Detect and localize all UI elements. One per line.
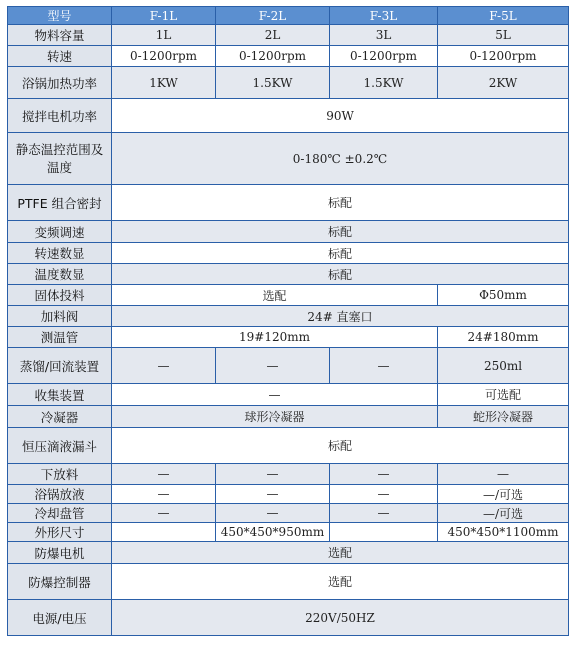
row-condenser [8, 406, 569, 428]
cell-f2l: 2L [216, 25, 330, 46]
cell-f5l: Φ50mm [438, 285, 569, 306]
row-bath-drain [8, 485, 569, 504]
cell-f2l: 450*450*950mm [216, 523, 330, 542]
row-label: 冷却盘管 [8, 504, 112, 523]
row-label: 物料容量 [8, 25, 112, 46]
cell-f3l [330, 523, 438, 542]
cell-f2l: — [216, 485, 330, 504]
row-speed-display [8, 243, 569, 264]
cell-f5l: 可选配 [438, 384, 569, 406]
row-collector [8, 384, 569, 406]
cell-f5l: 250ml [438, 348, 569, 384]
row-label: 温度数显 [8, 264, 112, 285]
cell-all: 220V/50HZ [112, 600, 569, 636]
row-temp-display [8, 264, 569, 285]
row-label: 防爆控制器 [8, 564, 112, 600]
cell-f1l-f3l: — [112, 384, 438, 406]
row-label: 电源/电压 [8, 600, 112, 636]
row-label: PTFE 组合密封 [8, 185, 112, 221]
row-label: 恒压滴液漏斗 [8, 428, 112, 464]
row-ex-motor [8, 542, 569, 564]
row-label: 收集装置 [8, 384, 112, 406]
cell-f2l: — [216, 348, 330, 384]
cell-f1l: 1KW [112, 67, 216, 99]
row-ex-controller [8, 564, 569, 600]
row-label: 搅拌电机功率 [8, 99, 112, 133]
cell-f1l: 1L [112, 25, 216, 46]
row-funnel [8, 428, 569, 464]
row-label: 外形尺寸 [8, 523, 112, 542]
row-thermo-tube [8, 327, 569, 348]
row-label: 变频调速 [8, 221, 112, 243]
cell-f5l: 蛇形冷凝器 [438, 406, 569, 428]
cell-f2l: 0-1200rpm [216, 46, 330, 67]
cell-f2l: 1.5KW [216, 67, 330, 99]
cell-all: 标配 [112, 428, 569, 464]
row-solid-feed [8, 285, 569, 306]
cell-f5l: 2KW [438, 67, 569, 99]
cell-all: 选配 [112, 542, 569, 564]
cell-f1l-f3l: 球形冷凝器 [112, 406, 438, 428]
cell-f3l: — [330, 348, 438, 384]
cell-all: 0-180℃ ±0.2℃ [112, 133, 569, 185]
cell-f3l: — [330, 485, 438, 504]
header-f3l: F-3L [330, 7, 438, 25]
cell-f1l [112, 523, 216, 542]
cell-all: 标配 [112, 221, 569, 243]
cell-f2l: — [216, 464, 330, 485]
row-label: 冷凝器 [8, 406, 112, 428]
spec-table-container [7, 6, 568, 636]
row-label: 测温管 [8, 327, 112, 348]
row-vfd [8, 221, 569, 243]
cell-f5l: 0-1200rpm [438, 46, 569, 67]
cell-f5l: —/可选 [438, 485, 569, 504]
row-ptfe [8, 185, 569, 221]
row-capacity [8, 25, 569, 46]
cell-all: 标配 [112, 243, 569, 264]
row-label: 蒸馏/回流装置 [8, 348, 112, 384]
row-label: 防爆电机 [8, 542, 112, 564]
cell-f1l: — [112, 464, 216, 485]
row-label: 转速 [8, 46, 112, 67]
spec-table [7, 6, 569, 636]
header-row [8, 7, 569, 25]
cell-f5l: — [438, 464, 569, 485]
cell-f1l-f3l: 选配 [112, 285, 438, 306]
cell-all: 标配 [112, 264, 569, 285]
row-speed [8, 46, 569, 67]
row-label: 浴锅放液 [8, 485, 112, 504]
cell-f3l: — [330, 504, 438, 523]
cell-f5l: —/可选 [438, 504, 569, 523]
cell-f5l: 24#180mm [438, 327, 569, 348]
cell-f3l: 3L [330, 25, 438, 46]
row-label: 浴锅加热功率 [8, 67, 112, 99]
row-power-supply [8, 600, 569, 636]
row-distill [8, 348, 569, 384]
row-temp-range [8, 133, 569, 185]
cell-all: 90W [112, 99, 569, 133]
cell-f5l: 450*450*1100mm [438, 523, 569, 542]
row-discharge [8, 464, 569, 485]
cell-all: 选配 [112, 564, 569, 600]
row-label: 固体投料 [8, 285, 112, 306]
row-bath-power [8, 67, 569, 99]
cell-f1l-f3l: 19#120mm [112, 327, 438, 348]
cell-all: 标配 [112, 185, 569, 221]
row-motor-power [8, 99, 569, 133]
row-label: 加料阀 [8, 306, 112, 327]
row-dimensions [8, 523, 569, 542]
row-label: 下放料 [8, 464, 112, 485]
row-label: 静态温控范围及温度 [8, 133, 112, 185]
cell-f3l: 0-1200rpm [330, 46, 438, 67]
cell-f1l: — [112, 348, 216, 384]
row-cooling-coil [8, 504, 569, 523]
header-model: 型号 [8, 7, 112, 25]
header-f5l: F-5L [438, 7, 569, 25]
header-f1l: F-1L [112, 7, 216, 25]
row-label: 转速数显 [8, 243, 112, 264]
cell-f1l: 0-1200rpm [112, 46, 216, 67]
cell-f3l: 1.5KW [330, 67, 438, 99]
row-feed-valve [8, 306, 569, 327]
cell-f1l: — [112, 485, 216, 504]
cell-f1l: — [112, 504, 216, 523]
cell-f2l: — [216, 504, 330, 523]
header-f2l: F-2L [216, 7, 330, 25]
cell-f3l: — [330, 464, 438, 485]
cell-all: 24# 直塞口 [112, 306, 569, 327]
cell-f5l: 5L [438, 25, 569, 46]
